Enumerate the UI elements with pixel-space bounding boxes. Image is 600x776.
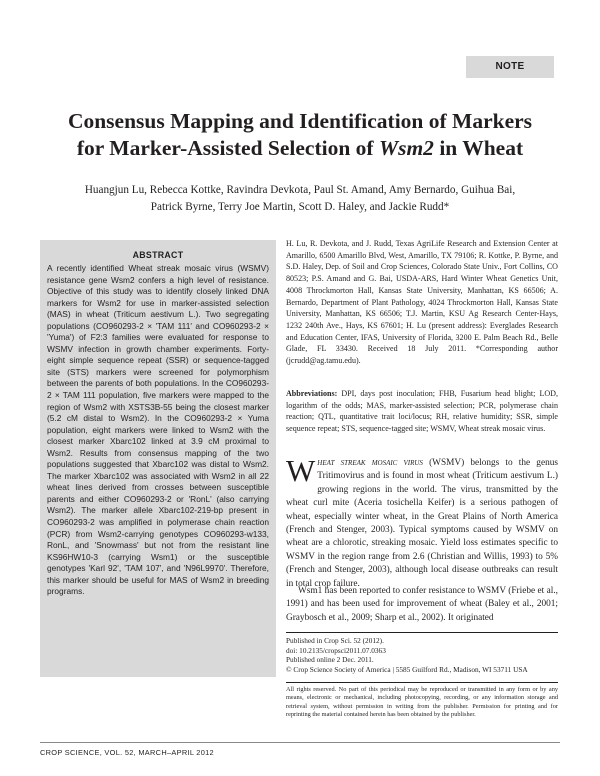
rights-notice: All rights reserved. No part of this periodical may be reproduced or transmitted in any form or by any means, electronic or mechanical, including photocopying, recording, or any information storage and retrieval system, without permission in writing from the publisher. Permission for printing and for reprinting the material contained herein has been obtained by the publisher. (286, 686, 558, 718)
body-smallcaps: heat streak mosaic virus (317, 458, 423, 468)
pub-line-4: © Crop Science Society of America | 5585 Guilford Rd., Madison, WI 53711 USA (286, 664, 528, 674)
abstract-box (40, 240, 276, 677)
body-paragraph-2: Wsm1 has been reported to confer resistance to WSMV (Friebe et al., 1991) and has been used for improvement of wheat (Baley et al., 2001; Graybosch et al., 2009; Sharp et al., 2002). It originated (286, 586, 558, 623)
title-gene: Wsm2 (378, 136, 434, 160)
publication-info (286, 636, 558, 674)
divider-rule (286, 632, 558, 633)
authors-line-1: Huangjun Lu, Rebecca Kottke, Ravindra Devkota, Paul St. Amand, Amy Bernardo, Guihua Bai, (84, 184, 516, 196)
affiliations: H. Lu, R. Devkota, and J. Rudd, Texas AgriLife Research and Extension Center at Amarillo, 6500 Amarillo Blvd, West, Amarillo, TX 79106; R. Kottke, P. Byrne, and S.D. Haley, Dep. of Soil and Crop Sciences, Colorado State Univ., Fort Collins, CO 80523; P.S. Amand and G. Bai, USDA-ARS, Hard Winter Wheat Genetics Unit, 4008 Throckmorton Hall, Kansas State University, Manhattan, KS 66506; A. Bernardo, Department of Plant Pathology, 4024 Throckmorton Hall, Kansas State University, Manhattan, KS 66506; T.J. Martin, KSU Ag Research Center-Hays, 1232 240th Ave., Hays, KS 67601; H. Lu (present address): Everglades Research and Education Center, IFAS, University of Florida, 3200 E. Palm Beach Rd., Belle Glade, FL 33430. Received 18 July 2011. *Corresponding author (jcrudd@ag.tamu.edu). (286, 239, 558, 366)
footer-rule (40, 742, 560, 743)
abstract-heading: ABSTRACT (132, 250, 184, 260)
pub-line-1: Published in Crop Sci. 52 (2012). (286, 636, 384, 645)
pub-doi[interactable]: doi: 10.2135/cropsci2011.07.0363 (286, 645, 386, 655)
author-list (60, 182, 540, 216)
title-end: in Wheat (433, 136, 524, 160)
abbreviations (286, 388, 558, 435)
abstract-text: A recently identified Wheat streak mosaic virus (WSMV) resistance gene Wsm2 confers a high level of resistance. Objective of this study was to identify closely linked DNA markers for Wsm2 for use in marker-assisted selection (MAS) in wheat (Triticum aestivum L.). Two segregating populations (CO960293-2 × 'TAM 111' and CO960293-2 × 'Yuma') of F2:3 families were evaluated for response to WSMV infection in growth chamber experiments. Forty-eight simple sequence repeat (SSR) or sequence-tagged site (STS) markers were screened for polymorphism between the parents of both populations. In the CO960293-2 × TAM 111 population, five markers were mapped to the region of Wsm2 with XSTS3B-55 being the closest marker (5.2 cM distal to Wsm2). In the CO960293-2 × Yuma population, eight markers were linked to Wsm2 with the closest marker Xbarc102 linked at 3.9 cM proximal to Wsm2. Results from consensus mapping of the two populations suggested that Xbarc102 was distal to Wsm2. The marker Xbarc102 was associated with Wsm2 in all 22 wheat lines derived from crosses between susceptible parents and either CO960293-2 or 'RonL' (also carrying Wsm2). The marker allele Xbarc102-219-bp present in CO960293-2 was amplified in polymerase chain reaction (PCR) from Wsm2-carrying genotypes CO960293-w133, RonL, and 'Snowmass' but not from the resistant line KS96HW10-3 (carrying Wsm1) or the susceptible genotypes 'Karl 92', 'TAM 107', and 'N96L9970'. Therefore, this marker should be useful for MAS of Wsm2 in breeding programs. (47, 263, 269, 597)
paper-title (30, 108, 570, 162)
authors-line-2: Patrick Byrne, Terry Joe Martin, Scott D. Haley, and Jackie Rudd* (150, 201, 450, 213)
body-para-1-text: (WSMV) belongs to the genus Tritimovirus and is found in most wheat (Triticum aestivum L.) growing regions in the world. The virus, transmitted by the wheat curl mite (Aceria tosichella Keifer) is a serious pathogen of wheat, especially winter wheat, in the Great Plains of North America (French and Stenger, 2003). Typical symptoms caused by WSMV on wheat are a chlorotic, streaking mosaic. Yield loss estimates specific to WSMV in the region range from 2.6 (Christian and Willis, 1993) to 5% (French and Stenger, 2003), although local disease outbreaks can result in total crop failure. (286, 458, 558, 589)
drop-cap: W (286, 453, 316, 488)
pub-line-3: Published online 2 Dec. 2011. (286, 655, 374, 665)
abbreviations-text: DPI, days post inoculation; FHB, Fusarium head blight; LOD, logarithm of the odds; MAS, marker-assisted selection; PCR, polymerase chain reaction; QTL, quantitative trait loci/locus; RH, relative humidity; SSR, simple sequence repeat; STS, sequence-tagged site; WSMV, Wheat streak mosaic virus. (286, 389, 558, 434)
note-label: NOTE (466, 56, 554, 78)
body-paragraph-1 (286, 453, 558, 591)
title-line-2: for Marker-Assisted Selection of (76, 136, 379, 160)
abbreviations-label: Abbreviations: (286, 389, 338, 398)
page-footer: CROP SCIENCE, VOL. 52, MARCH–APRIL 2012 (40, 748, 214, 757)
title-line-1: Consensus Mapping and Identification of Markers (67, 109, 533, 133)
divider-rule (286, 682, 558, 683)
